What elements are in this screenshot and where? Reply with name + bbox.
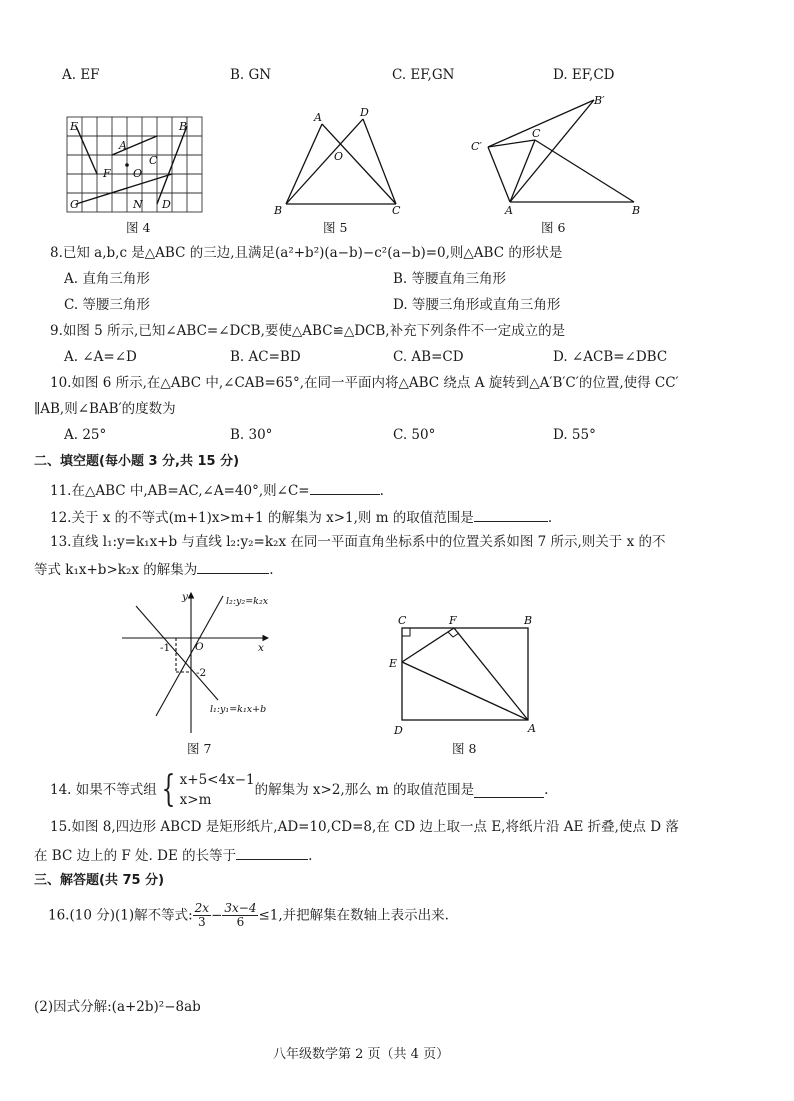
q10-option-d: D. 55° — [553, 427, 596, 443]
q16-frac1-numerator: 2x — [194, 901, 210, 915]
q7-option-a: A. EF — [62, 67, 100, 83]
q15-stem-line1: 15.如图 8,四边形 ABCD 是矩形纸片,AD=10,CD=8,在 CD 边上取一点 E,将纸片沿 AE 折叠,使点 D 落 — [50, 819, 679, 835]
q15-stem-line2: 在 BC 边上的 F 处. DE 的长等于 — [34, 848, 237, 864]
q8-option-d: D. 等腰三角形或直角三角形 — [393, 297, 561, 313]
q14-system — [180, 770, 255, 810]
q12-end: . — [547, 510, 553, 526]
q8-option-a: A. 直角三角形 — [64, 271, 150, 287]
fig8-label-d: D — [394, 724, 403, 737]
q10-stem-line1: 10.如图 6 所示,在△ABC 中,∠CAB=65°,在同一平面内将△ABC 绕点 A 旋转到△A′B′C′的位置,使得 CC′ — [50, 375, 679, 391]
q8-option-b: B. 等腰直角三角形 — [393, 271, 507, 287]
q12-stem: 12.关于 x 的不等式(m+1)x>m+1 的解集为 x>1,则 m 的取值范围是 — [50, 510, 474, 526]
q9-option-d: D. ∠ACB=∠DBC — [553, 349, 668, 365]
fig7-label-neg1: -1 — [160, 642, 171, 654]
fig6-label-cprime: C′ — [471, 140, 482, 153]
q16-part2: (2)因式分解:(a+2b)²−8ab — [34, 999, 201, 1015]
fig8-label-e: E — [389, 657, 398, 670]
fig5-label-b: B — [274, 204, 283, 217]
section-3-heading: 三、解答题(共 75 分) — [34, 873, 165, 888]
q14-brace: { — [161, 769, 176, 810]
fig7-label-origin: O — [195, 641, 204, 653]
section-2-heading: 二、填空题(每小题 3 分,共 15 分) — [34, 454, 240, 469]
q16-frac2-denominator: 6 — [236, 915, 245, 929]
q16-post: ≤1,并把解集在数轴上表示出来. — [258, 907, 449, 924]
q8-option-c: C. 等腰三角形 — [64, 297, 150, 313]
q10-option-a: A. 25° — [64, 427, 107, 443]
fig5-label-a: A — [314, 111, 322, 124]
fig4-caption: 图 4 — [126, 220, 151, 235]
fig5-label-d: D — [360, 106, 369, 119]
q11-stem: 11.在△ABC 中,AB=AC,∠A=40°,则∠C= — [50, 483, 310, 499]
fig4-label-b: B — [179, 120, 188, 133]
q9-option-a: A. ∠A=∠D — [64, 349, 137, 365]
fig4-label-o: O — [133, 167, 143, 180]
q12-answer-blank[interactable] — [474, 507, 548, 522]
fig7-label-y: y — [182, 591, 188, 603]
q15-line2 — [34, 845, 312, 865]
q14-inequality-2: x>m — [179, 792, 212, 808]
fig8-label-a: A — [528, 722, 536, 735]
figure-8 — [384, 610, 544, 740]
q11-end: . — [379, 483, 384, 499]
fig6-label-bprime: B′ — [594, 94, 605, 107]
fig4-label-f: F — [103, 167, 111, 180]
q16-fraction-2 — [222, 902, 258, 929]
fig6-label-c: C — [532, 127, 541, 140]
q9-option-b: B. AC=BD — [230, 349, 301, 365]
figure-7 — [118, 588, 288, 738]
fig4-label-c: C — [149, 154, 158, 167]
figure-5 — [268, 104, 418, 220]
fig7-label-l1: l₁:y₁=k₁x+b — [210, 704, 267, 715]
fig7-label-l2: l₂:y₂=k₂x — [226, 596, 269, 607]
q9-stem: 9.如图 5 所示,已知∠ABC=∠DCB,要使△ABC≌△DCB,补充下列条件不一定成立的是 — [50, 323, 566, 339]
fig7-label-x: x — [258, 642, 264, 654]
fig8-label-f: F — [449, 614, 457, 627]
fig7-label-neg2: -2 — [196, 667, 207, 679]
q14-end: . — [544, 782, 549, 798]
q10-option-c: C. 50° — [393, 427, 436, 443]
fig8-label-c: C — [398, 614, 407, 627]
page-footer: 八年级数学第 2 页（共 4 页） — [273, 1047, 450, 1062]
fig4-label-n: N — [133, 198, 143, 211]
q15-end: . — [308, 848, 313, 864]
q12 — [50, 507, 552, 527]
q10-stem-line2: ∥AB,则∠BAB′的度数为 — [34, 401, 176, 417]
q16-frac1-denominator: 3 — [198, 915, 206, 929]
q14 — [50, 770, 548, 810]
q14-post: 的解集为 x>2,那么 m 的取值范围是 — [254, 782, 475, 798]
figure-4 — [62, 112, 212, 222]
fig8-caption: 图 8 — [452, 741, 477, 756]
fig4-label-g: G — [70, 198, 79, 211]
fig5-label-c: C — [392, 204, 401, 217]
q13-end: . — [269, 562, 274, 578]
fig5-caption: 图 5 — [323, 220, 348, 235]
fig4-label-a: A — [119, 139, 127, 152]
fig7-caption: 图 7 — [187, 741, 212, 756]
q11-answer-blank[interactable] — [310, 480, 380, 495]
q7-option-b: B. GN — [230, 67, 272, 83]
q7-option-d: D. EF,CD — [553, 67, 615, 83]
q14-inequality-1: x+5<4x−1 — [179, 772, 255, 788]
fig6-label-a: A — [505, 204, 513, 217]
q16-frac2-numerator: 3x−4 — [224, 901, 257, 915]
q8-stem: 8.已知 a,b,c 是△ABC 的三边,且满足(a²+b²)(a−b)−c²(a−b)=0,则△ABC 的形状是 — [50, 245, 563, 261]
q14-pre: 14. 如果不等式组 — [50, 782, 157, 798]
fig5-label-o: O — [334, 150, 344, 163]
q13-line2 — [34, 559, 274, 579]
q13-answer-blank[interactable] — [197, 559, 269, 574]
fig8-label-b: B — [524, 614, 533, 627]
q16-pre: 16.(10 分)(1)解不等式: — [48, 907, 193, 924]
fig6-label-b: B — [632, 204, 641, 217]
q10-option-b: B. 30° — [230, 427, 273, 443]
q14-answer-blank[interactable] — [474, 783, 544, 798]
fig4-label-d: D — [162, 198, 171, 211]
q16-minus: − — [211, 907, 223, 924]
q15-answer-blank[interactable] — [236, 845, 308, 860]
q13-stem-line1: 13.直线 l₁:y=k₁x+b 与直线 l₂:y₂=k₂x 在同一平面直角坐标系中的位置关系如图 7 所示,则关于 x 的不 — [50, 534, 666, 550]
q16-part1 — [48, 900, 449, 931]
q9-option-c: C. AB=CD — [393, 349, 464, 365]
figure-6 — [462, 90, 652, 220]
q13-stem-line2: 等式 k₁x+b>k₂x 的解集为 — [34, 562, 198, 578]
q7-option-c: C. EF,GN — [392, 67, 455, 83]
q11 — [50, 480, 384, 500]
fig6-caption: 图 6 — [541, 220, 566, 235]
q16-fraction-1 — [193, 902, 211, 929]
fig4-label-e: E — [70, 120, 79, 133]
